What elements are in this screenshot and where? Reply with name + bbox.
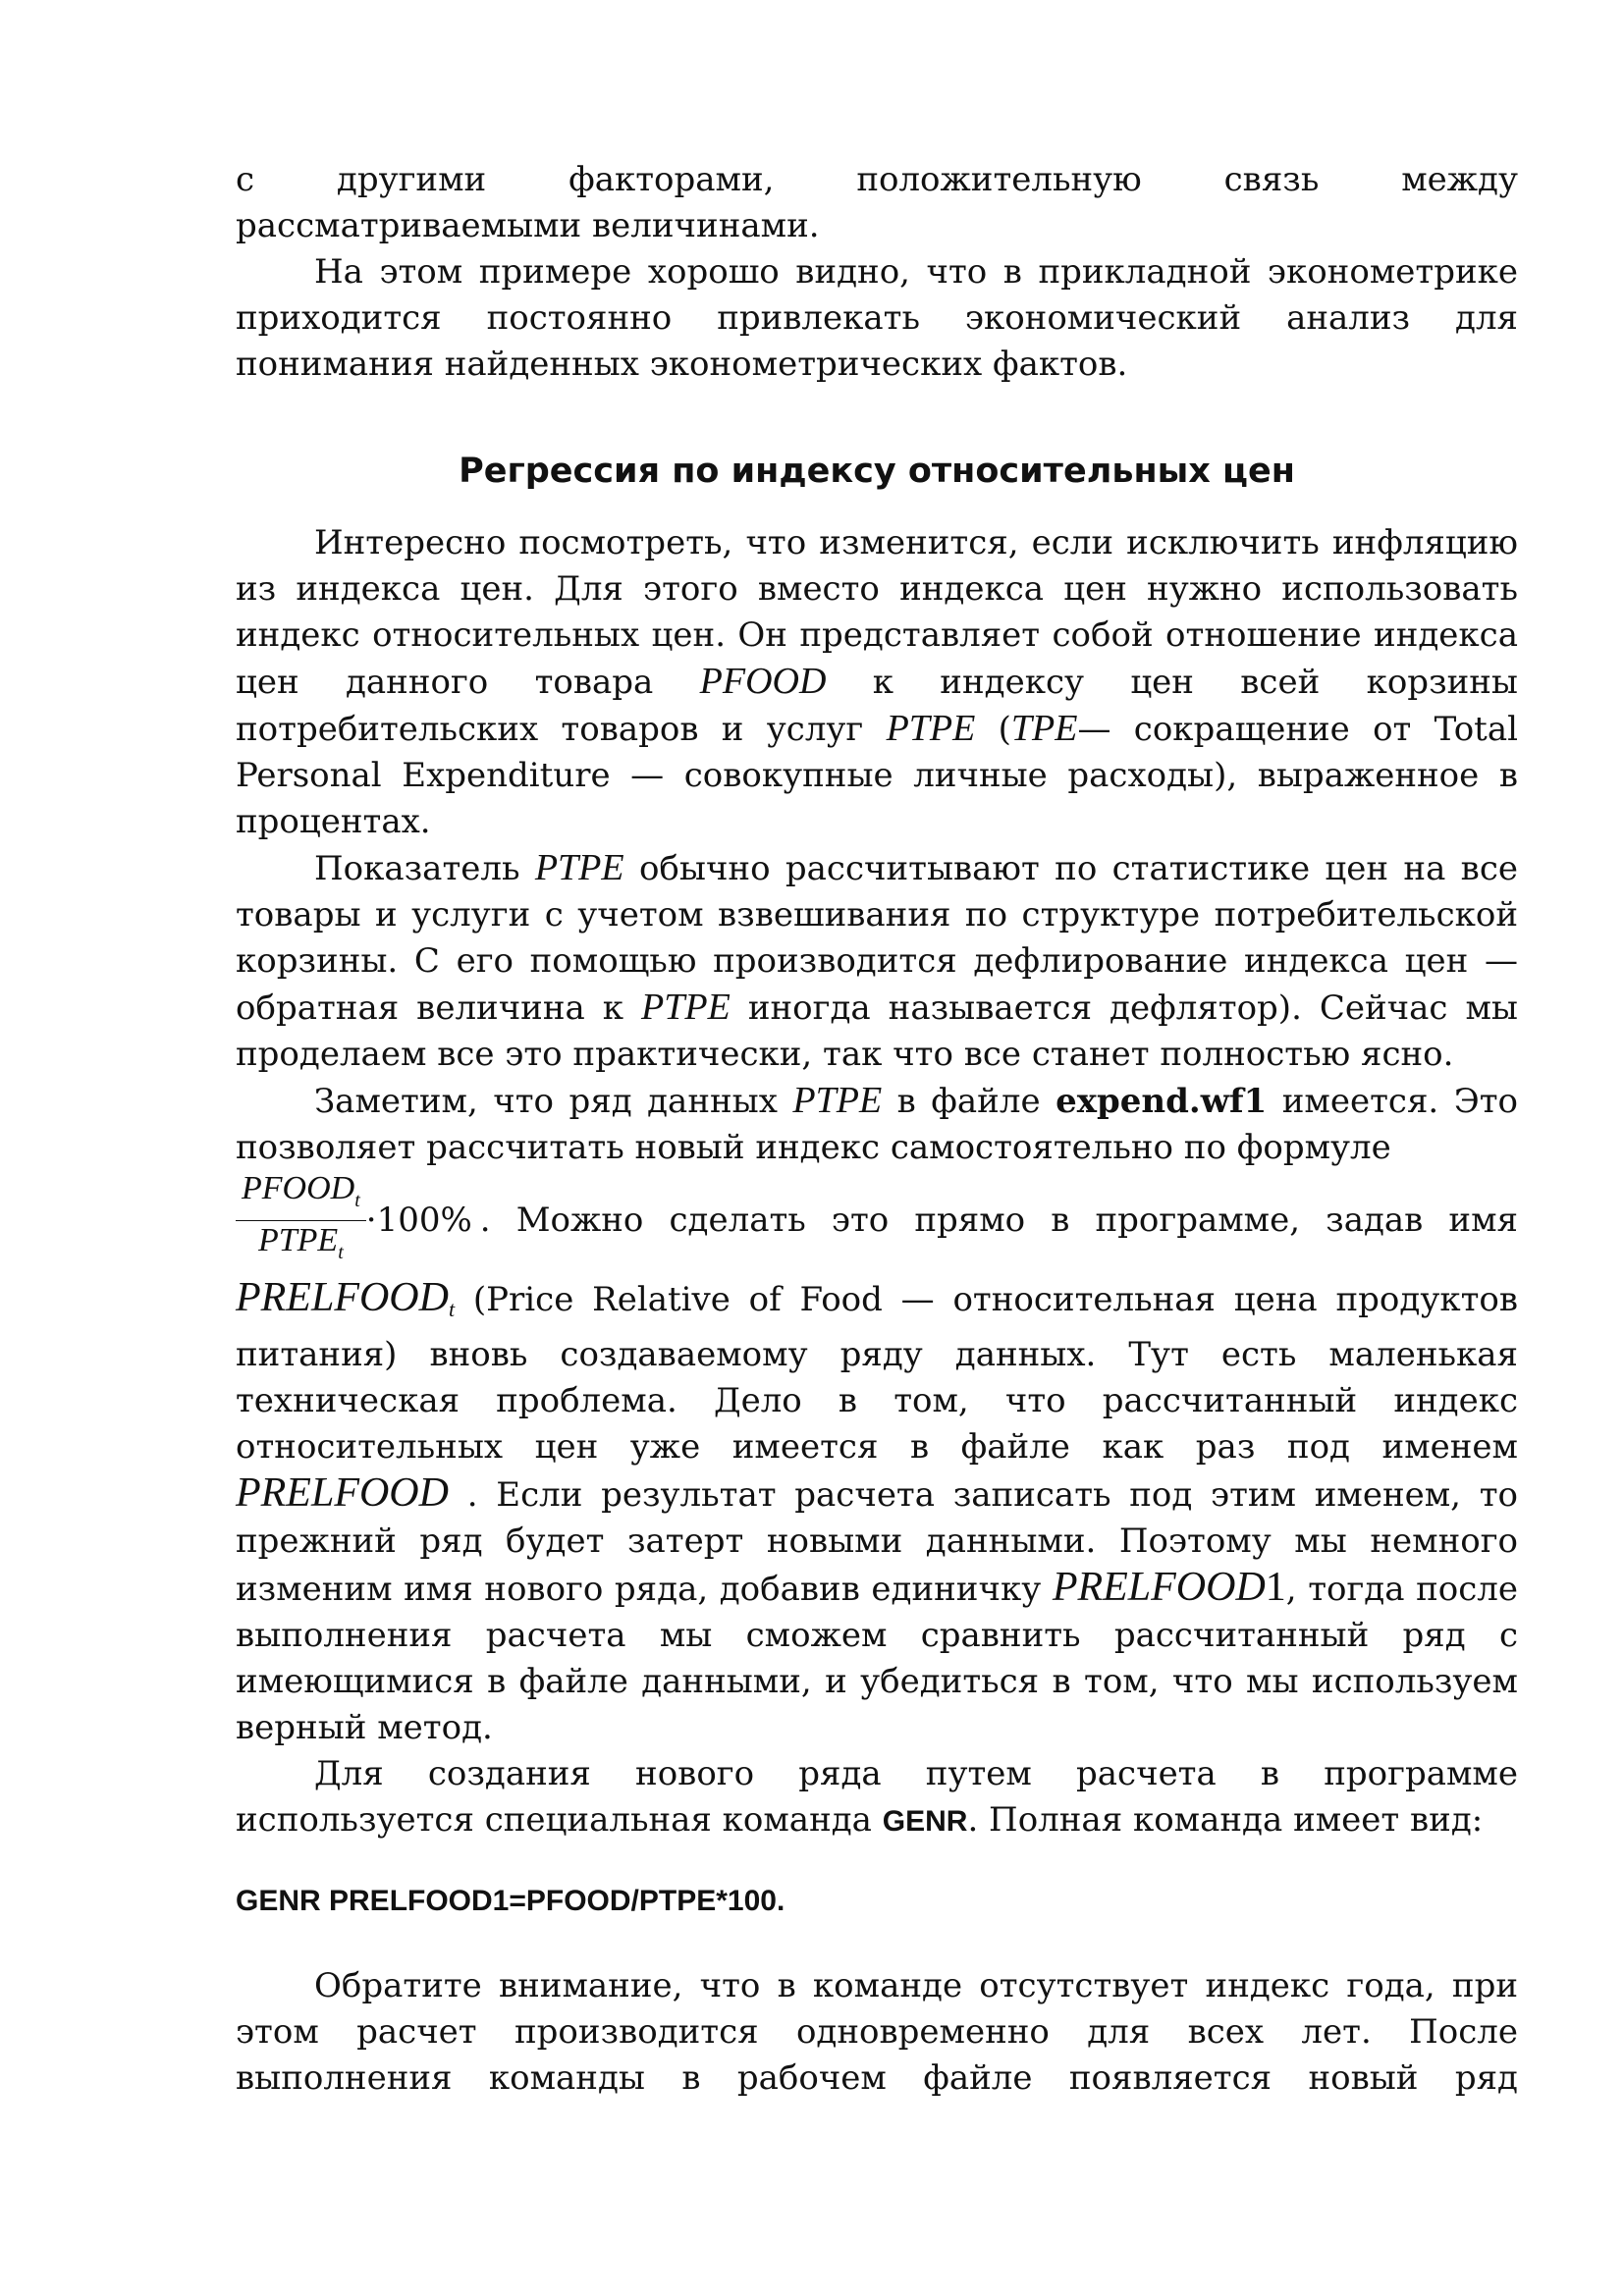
text-run: к индексу цен всей корзины потребительских товаров и услуг xyxy=(236,663,1518,749)
variable-prelfood1: PRELFOOD1 xyxy=(1052,1565,1286,1610)
text-run: иногда называется дефлятор). Сейчас мы проделаем все это практически, так что все станет полностью ясно. xyxy=(236,988,1518,1074)
file-name: expend.wf1 xyxy=(1056,1082,1268,1121)
variable-ptpe: PTPE xyxy=(886,708,976,749)
text-run: ( xyxy=(975,710,1011,749)
numerator-symbol: PFOOD xyxy=(242,1169,355,1206)
denominator-subscript: t xyxy=(338,1241,344,1263)
paragraph-ptpe-indicator xyxy=(236,845,1518,1078)
variable-prelfood-t: $PRELFOOD_t$ xyxy=(236,1275,456,1321)
variable-ptpe: PTPE xyxy=(641,987,731,1028)
text-run: — сокращение от Total Personal Expenditure — совокупные личные расходы), выраженное в процентах. xyxy=(236,710,1518,841)
text-run: имеется. Это позволяет рассчитать новый индекс самостоятельно по формуле xyxy=(236,1082,1519,1167)
formula-multiplier: ·100% xyxy=(365,1200,472,1240)
variable-ptpe: PTPE xyxy=(534,847,624,888)
paragraph-relative-prices-intro xyxy=(236,520,1518,845)
formula-line xyxy=(236,1171,1518,1269)
variable-pfood: PFOOD xyxy=(699,661,827,702)
document-page xyxy=(236,157,1518,2102)
text-run: Интересно посмотреть, что изменится, если исключить инфляцию из индекса цен. Для этого вместо индекса цен нужно использовать индекс относительных цен. Он представляет собой отношение индекса цен данного товара xyxy=(236,523,1518,702)
text-run: (Price Relative of Food — относительная цена продуктов питания) вновь создаваемому ряду данных. Тут есть маленькая техническая проблема. Дело в том, что рассчитанный индекс относительных цен уже имеется в файле как раз под именем xyxy=(236,1280,1518,1467)
text-run: Для создания нового ряда путем расчета в программе используется специальная команда xyxy=(236,1754,1518,1840)
denominator-symbol: PTPE xyxy=(257,1221,339,1258)
paragraph-prelfood-naming xyxy=(236,1275,1518,1751)
variable-ptpe: PTPE xyxy=(792,1080,883,1121)
text-run: обычно рассчитывают по статистике цен на все товары и услуги с учетом взвешивания по структуре потребительской корзины. С его помощью производится дефлирование индекса цен — обратная величина к xyxy=(236,849,1518,1028)
formula-trailing-text: . Можно сделать это прямо в программе, задав имя xyxy=(479,1200,1518,1240)
numerator-subscript: t xyxy=(354,1189,360,1211)
section-heading: Регрессия по индексу относительных цен xyxy=(459,452,1295,491)
formula-fraction xyxy=(236,1169,366,1272)
text-run: в файле xyxy=(882,1082,1056,1121)
text-run: . Полная команда имеет вид: xyxy=(967,1800,1484,1840)
formula xyxy=(236,1169,472,1272)
formula-denominator xyxy=(252,1221,350,1272)
command-example: GENR PRELFOOD1=PFOOD/PTPE*100. xyxy=(236,1885,785,1917)
formula-numerator xyxy=(236,1169,366,1221)
variable-tpe: TPE xyxy=(1010,708,1078,749)
paragraph-genr-command xyxy=(236,1751,1518,1844)
paragraph-ptpe-in-file xyxy=(236,1078,1518,1171)
paragraph-continuation-end: рассматриваемыми величинами. xyxy=(236,206,820,245)
text-run: . Если результат расчета записать под этим именем, то прежний ряд будет затерт новыми данными. Поэтому мы немного изменим имя нового ряда, добавив единичку xyxy=(236,1475,1518,1609)
paragraph-applied-econometrics: На этом примере хорошо видно, что в прикладной эконометрике приходится постоянно привлекать экономический анализ для понимания найденных эконометрических фактов. xyxy=(236,252,1518,384)
paragraph-continuation-line: с другими факторами, положительную связь между xyxy=(236,160,1518,199)
text-run: , тогда после выполнения расчета мы сможем сравнить рассчитанный ряд с имеющимися в файле данными, и убедиться в том, что мы используем верный метод. xyxy=(236,1570,1518,1747)
text-run: Показатель xyxy=(314,849,535,888)
command-keyword-genr: GENR xyxy=(882,1805,968,1838)
text-run: Заметим, что ряд данных xyxy=(314,1082,793,1121)
variable-prelfood: PRELFOOD xyxy=(236,1470,449,1516)
paragraph-note-year-index: Обратите внимание, что в команде отсутствует индекс года, при этом расчет производится одновременно для всех лет. После выполнения команды в рабочем файле появляется новый ряд xyxy=(236,1966,1518,2098)
